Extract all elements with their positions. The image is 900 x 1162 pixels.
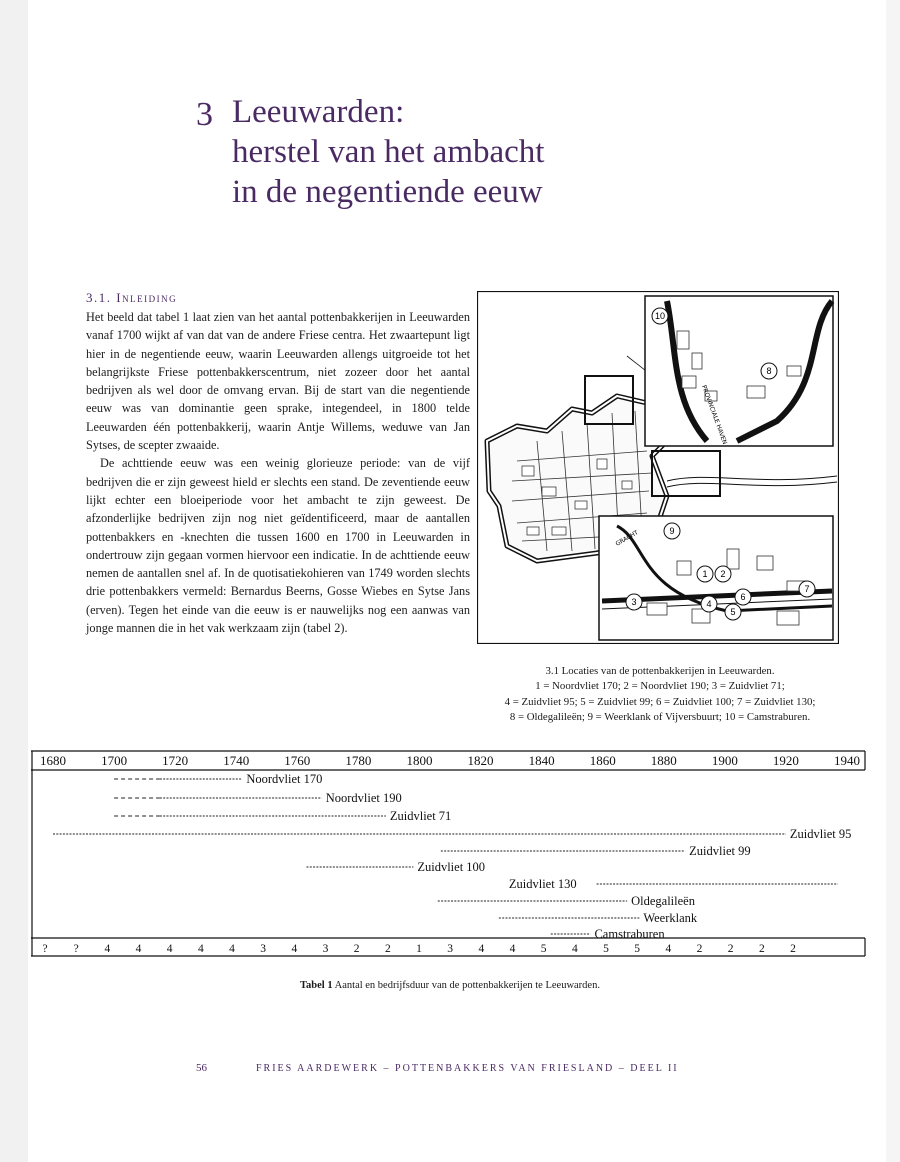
year-label: 1700	[101, 753, 128, 768]
table-caption-label: Tabel 1	[300, 980, 333, 991]
svg-text:4: 4	[706, 599, 712, 609]
series-label: Zuidvliet 99	[689, 844, 751, 858]
svg-text:10: 10	[654, 311, 666, 321]
count-cell: 4	[665, 943, 672, 955]
count-cell: ?	[73, 943, 79, 955]
figure-caption-line: 1 = Noordvliet 170; 2 = Noordvliet 190; 3 = Zuidvliet 71;	[535, 680, 785, 693]
count-cell: 2	[727, 943, 734, 955]
section-heading: 3.1. Inleiding	[86, 290, 178, 305]
figure-caption	[470, 664, 850, 726]
year-label: 1800	[406, 753, 433, 768]
running-title: FRIES AARDEWERK – POTTENBAKKERS VAN FRIESLAND – DEEL II	[256, 1063, 679, 1074]
count-cell: 3	[260, 943, 267, 955]
svg-text:GRACHT: GRACHT	[614, 529, 640, 548]
map-marker	[664, 523, 680, 539]
count-cell: 5	[540, 943, 547, 955]
chapter-title	[232, 92, 544, 212]
paragraph: Het beeld dat tabel 1 laat zien van het aantal pottenbakkerijen in Leeuwarden vanaf 1700 wijkt af van dat van de andere Friese centra. Het zwaartepunt ligt hier in de negentiende eeuw, waarin Leeuwarden allengs uitgroeide tot het belangrijkste Friese pottenbakkerscentrum, niet zozeer door het aantal bedrijven als wel door de omvang ervan. Bij de start van die negentiende eeuw was van dominantie geen sprake, integendeel, in 1800 telde Leeuwarden één pottenbakkerij, waarin Antje Willems, weduwe van Jan Sytses, de scepter zwaaide.	[86, 310, 470, 453]
series-label: Zuidvliet 100	[417, 860, 486, 874]
svg-text:PROVINCIALE HAVEN: PROVINCIALE HAVEN	[700, 384, 729, 446]
figure-caption-line: 4 = Zuidvliet 95; 5 = Zuidvliet 99; 6 = Zuidvliet 100; 7 = Zuidvliet 130;	[504, 695, 816, 708]
table-caption-text: Aantal en bedrijfsduur van de pottenbakkerijen te Leeuwarden.	[334, 980, 600, 991]
series-label: Camstraburen	[594, 927, 665, 941]
map-inset-north	[645, 296, 833, 446]
svg-text:9: 9	[669, 526, 675, 536]
svg-text:7: 7	[804, 584, 810, 594]
count-cell: 3	[322, 943, 329, 955]
year-label: 1900	[711, 753, 738, 768]
timeline-table	[31, 750, 867, 958]
series-label: Zuidvliet 130	[508, 877, 577, 891]
paragraph: De achttiende eeuw was een weinig glorieuze periode: van de vijf bedrijven die er zijn geweest hield er slechts een stand. De zeventiende eeuw lijkt echter een bloeiperiode voor het ambacht te zijn geweest. De afzonderlijke bedrijven zijn nog niet geïdentificeerd, maar de aantallen pottenbakkers en -knechten die tussen 1600 en 1700 in Leeuwarden in ondertrouw zijn gegaan vormen hiervoor een indicatie. In de achttiende eeuw nemen de aantallen snel af. In de quotisatiekohieren van 1749 worden slechts drie pottenbakkers vermeld: Bernardus Beerns, Gosse Wiebes en Sytse Jans (erven). Tegen het einde van die eeuw is er nauwelijks nog een aanwas van jonge mannen die in het vak werkzaam zijn (tabel 2).	[86, 456, 470, 636]
map-marker	[701, 596, 717, 612]
count-cell: 4	[509, 943, 516, 955]
year-label: 1720	[162, 753, 189, 768]
svg-text:1: 1	[702, 569, 708, 579]
figure-caption-line: 8 = Oldegalileën; 9 = Weerklank of Vijversbuurt; 10 = Camstraburen.	[509, 711, 811, 724]
map-marker	[626, 594, 642, 610]
chapter-title-line: herstel van het ambacht	[232, 134, 545, 170]
count-cell: 2	[353, 943, 360, 955]
count-cell: ?	[42, 943, 48, 955]
map-marker	[715, 566, 731, 582]
count-cell: 4	[197, 943, 204, 955]
series-label: Zuidvliet 95	[789, 827, 852, 841]
year-label: 1680	[40, 753, 66, 768]
map-illustration	[477, 291, 839, 644]
count-cell: 4	[166, 943, 173, 955]
series-label: Zuidvliet 71	[389, 809, 452, 823]
body-text	[86, 308, 470, 637]
year-label: 1920	[772, 753, 799, 768]
map-marker	[799, 581, 815, 597]
map-marker	[761, 363, 777, 379]
series-label: Oldegalileën	[631, 894, 695, 908]
count-cell: 3	[447, 943, 454, 955]
year-label: 1940	[834, 753, 860, 768]
year-label: 1740	[223, 753, 250, 768]
count-cell: 4	[291, 943, 298, 955]
count-cell: 2	[790, 943, 796, 955]
count-cell: 4	[229, 943, 235, 955]
map-marker	[652, 308, 668, 324]
table-caption	[0, 980, 900, 991]
count-cell: 5	[634, 943, 641, 955]
count-cell: 4	[478, 943, 485, 955]
year-label: 1760	[284, 753, 311, 768]
year-label: 1880	[650, 753, 677, 768]
count-cell: 5	[603, 943, 609, 955]
count-cell: 4	[571, 943, 578, 955]
page-number: 56	[196, 1062, 207, 1074]
svg-text:5: 5	[730, 607, 736, 617]
count-cell: 1	[416, 943, 422, 955]
year-label: 1860	[589, 753, 616, 768]
map-marker	[725, 604, 741, 620]
series-label: Noordvliet 190	[325, 791, 402, 805]
year-label: 1840	[528, 753, 555, 768]
count-cell: 4	[104, 943, 111, 955]
chapter-title-line: Leeuwarden:	[232, 94, 405, 130]
chapter-number: 3	[196, 96, 213, 133]
count-cell: 2	[696, 943, 703, 955]
year-label: 1780	[345, 753, 372, 768]
count-cell: 4	[135, 943, 142, 955]
count-cell: 2	[758, 943, 765, 955]
series-label: Weerklank	[643, 911, 698, 925]
count-cell: 2	[384, 943, 391, 955]
chapter-title-line: in de negentiende eeuw	[232, 174, 543, 210]
svg-text:8: 8	[766, 366, 772, 376]
svg-text:3: 3	[631, 597, 637, 607]
svg-text:6: 6	[740, 592, 746, 602]
map-marker	[735, 589, 751, 605]
svg-text:2: 2	[720, 569, 726, 579]
series-label: Noordvliet 170	[246, 772, 323, 786]
figure-caption-line: 3.1 Locaties van de pottenbakkerijen in Leeuwarden.	[545, 665, 775, 677]
year-label: 1820	[467, 753, 494, 768]
map-marker	[697, 566, 713, 582]
